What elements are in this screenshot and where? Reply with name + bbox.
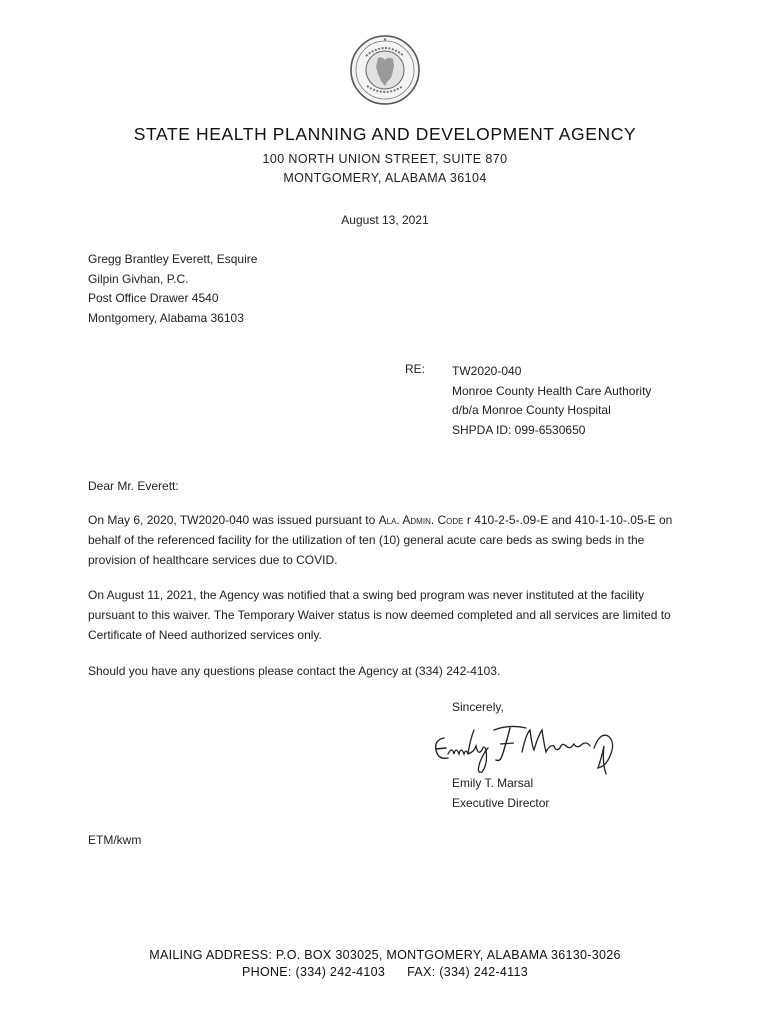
footer-fax: FAX: (334) 242-4113 — [407, 965, 528, 979]
recipient-address-block — [88, 250, 257, 328]
re-line: SHPDA ID: 099-6530650 — [452, 422, 586, 437]
agency-name: STATE HEALTH PLANNING AND DEVELOPMENT AGENCY — [133, 124, 637, 144]
signer-block — [452, 774, 549, 813]
alabama-state-seal-icon — [349, 34, 421, 106]
reference-initials: ETM/kwm — [88, 833, 142, 847]
code-citation: Ala. Admin. Code — [378, 513, 464, 527]
footer-contact-line — [0, 965, 770, 979]
paragraph-text: On May 6, 2020, TW2020-040 was issued pursuant to — [88, 513, 379, 527]
handwritten-signature — [430, 716, 620, 776]
recipient-line: Gilpin Givhan, P.C. — [88, 271, 189, 286]
re-subject-block — [452, 362, 651, 440]
recipient-line: Gregg Brantley Everett, Esquire — [88, 252, 258, 266]
re-label: RE: — [405, 362, 426, 376]
footer-mailing-address: MAILING ADDRESS: P.O. BOX 303025, MONTGOMERY, ALABAMA 36130-3026 — [149, 948, 621, 962]
body-paragraph-2: On August 11, 2021, the Agency was notified that a swing bed program was never instituted at the facility pursuant to this waiver. The Temporary Waiver status is now deemed completed and all services are limited to Certificate of Need authorized services only. — [88, 588, 671, 642]
signer-title: Executive Director — [452, 795, 550, 810]
recipient-line: Post Office Drawer 4540 — [88, 291, 219, 305]
letter-date: August 13, 2021 — [341, 213, 429, 227]
re-line: Monroe County Health Care Authority — [452, 383, 652, 398]
re-line: TW2020-040 — [452, 364, 522, 378]
agency-street-address: 100 NORTH UNION STREET, SUITE 870 — [262, 152, 508, 166]
paragraph-text: r 410-2-5-.09-E and 410-1-10-.05-E on behalf of the referenced facility for the utilization of ten (10) general acute care beds as swing beds in the provision of healthcare services due to COVID. — [88, 513, 673, 567]
salutation: Dear Mr. Everett: — [88, 479, 179, 493]
re-line: d/b/a Monroe County Hospital — [452, 403, 611, 417]
recipient-line: Montgomery, Alabama 36103 — [88, 310, 244, 325]
body-paragraph-3: Should you have any questions please contact the Agency at (334) 242-4103. — [88, 664, 501, 678]
closing: Sincerely, — [452, 700, 504, 714]
signer-name: Emily T. Marsal — [452, 776, 534, 790]
agency-city-address: MONTGOMERY, ALABAMA 36104 — [283, 171, 487, 185]
footer-phone: PHONE: (334) 242-4103 — [241, 965, 386, 979]
body-paragraph-1 — [88, 510, 688, 570]
